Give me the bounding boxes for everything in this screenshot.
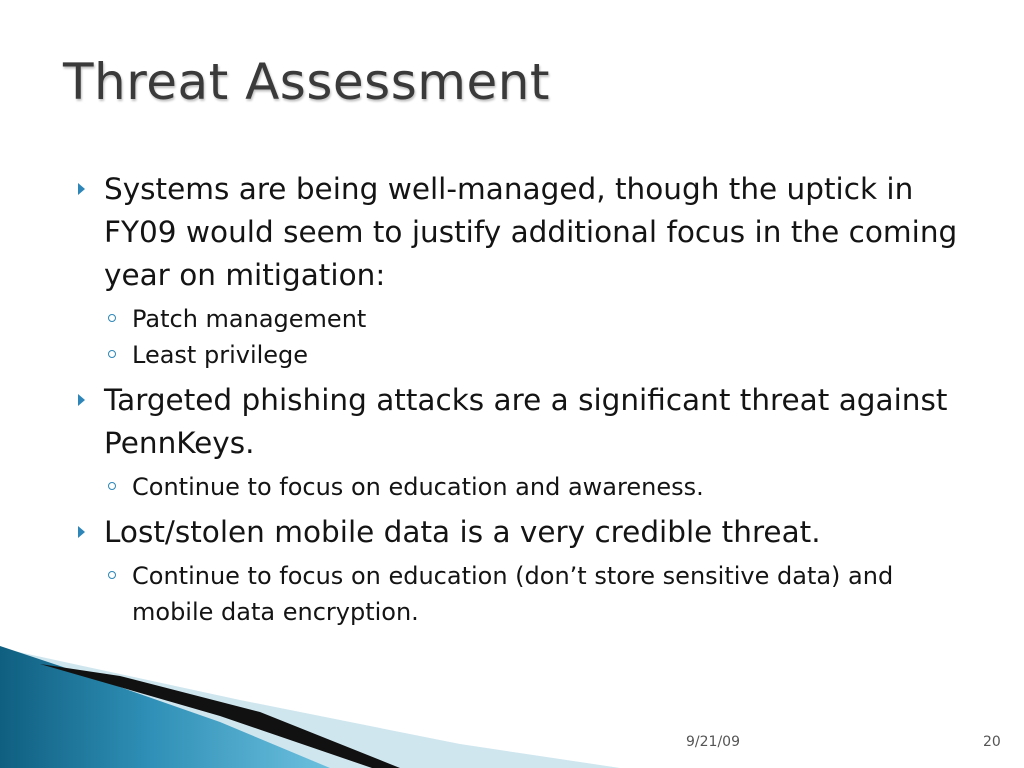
triangle-arrow-icon (78, 526, 85, 538)
swoosh-black-band (40, 664, 400, 768)
footer-date: 9/21/09 (686, 734, 740, 750)
sub-bullet-text: Least privilege (132, 341, 309, 369)
sub-bullet-item (72, 558, 972, 630)
slide-title: Threat Assessment (63, 53, 551, 111)
bullet-text: Targeted phishing attacks are a significant threat against PennKeys. (104, 383, 948, 460)
bullet-list (72, 168, 972, 630)
sub-bullet-item (72, 337, 972, 373)
triangle-arrow-icon (78, 394, 85, 406)
bullet-item (72, 511, 972, 554)
bullet-text: Systems are being well-managed, though the uptick in FY09 would seem to justify additional focus in the coming year on mitigation: (104, 172, 958, 292)
bullet-item (72, 168, 972, 297)
ring-icon (108, 482, 116, 490)
sub-bullet-text: Continue to focus on education (don’t store sensitive data) and mobile data encryption. (132, 562, 894, 626)
sub-bullet-item (72, 301, 972, 337)
sub-bullet-text: Continue to focus on education and awareness. (132, 473, 704, 501)
triangle-arrow-icon (78, 183, 85, 195)
swoosh-pale-band (0, 648, 620, 768)
ring-icon (108, 314, 116, 322)
bullet-item (72, 379, 972, 465)
swoosh-teal-band (0, 646, 330, 768)
slide-number: 20 (983, 734, 1001, 750)
ring-icon (108, 571, 116, 579)
sub-bullet-text: Patch management (132, 305, 367, 333)
sub-bullet-item (72, 469, 972, 505)
ring-icon (108, 350, 116, 358)
bullet-text: Lost/stolen mobile data is a very credible threat. (104, 515, 821, 549)
